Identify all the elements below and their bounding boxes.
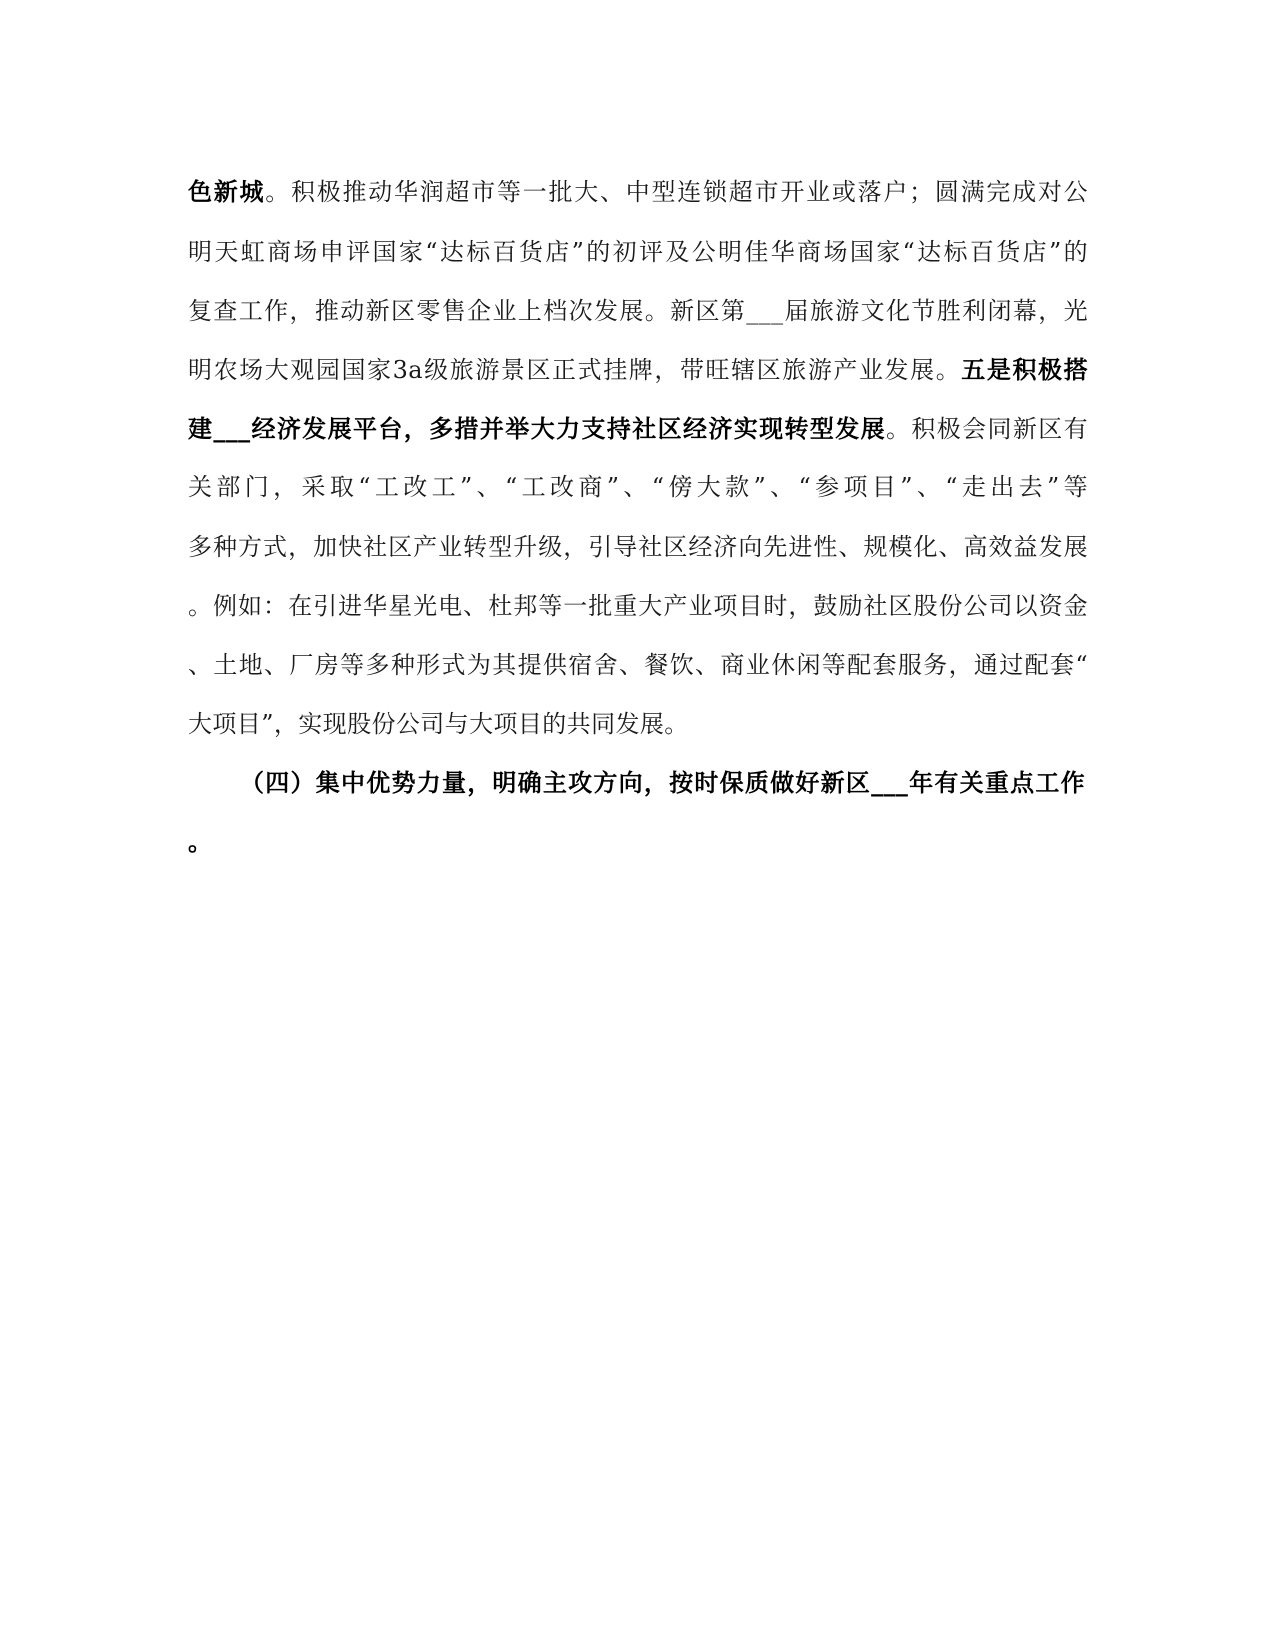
- paragraph-line: 大项目”，实现股份公司与大项目的共同发展。: [188, 710, 689, 738]
- paragraph-line: [188, 176, 1088, 208]
- paragraph-line: 复查工作，推动新区零售企业上档次发展。新区第___届旅游文化节胜利闭幕，光: [188, 297, 1088, 325]
- paragraph-line: 关部门，采取“工改工”、“工改商”、“傍大款”、“参项目”、“走出去”等: [188, 473, 1088, 501]
- section-heading-end: 。: [188, 827, 213, 856]
- bold-phrase: 五是积极搭: [961, 355, 1089, 384]
- paragraph-line: [188, 413, 1088, 445]
- bold-phrase: 色新城: [188, 177, 266, 206]
- paragraph-line: 、土地、厂房等多种形式为其提供宿舍、餐饮、商业休闲等配套服务，通过配套“: [188, 651, 1088, 679]
- paragraph-line: 多种方式，加快社区产业转型升级，引导社区经济向先进性、规模化、高效益发展: [188, 533, 1088, 561]
- text-run: 。积极会同新区有: [885, 415, 1088, 443]
- paragraph-line: 。例如：在引进华星光电、杜邦等一批重大产业项目时，鼓励社区股份公司以资金: [188, 592, 1088, 620]
- bold-phrase: 建___经济发展平台，多措并举大力支持社区经济实现转型发展: [188, 414, 886, 443]
- paragraph-line: 明天虹商场申评国家“达标百货店”的初评及公明佳华商场国家“达标百货店”的: [188, 238, 1088, 266]
- text-run: 明农场大观园国家3a级旅游景区正式挂牌，带旺辖区旅游产业发展。: [188, 356, 962, 384]
- section-heading: （四）集中优势力量，明确主攻方向，按时保质做好新区___年有关重点工作: [240, 768, 1085, 797]
- text-run: 。积极推动华润超市等一批大、中型连锁超市开业或落户；圆满完成对公: [265, 178, 1088, 206]
- paragraph-line: [188, 354, 1088, 386]
